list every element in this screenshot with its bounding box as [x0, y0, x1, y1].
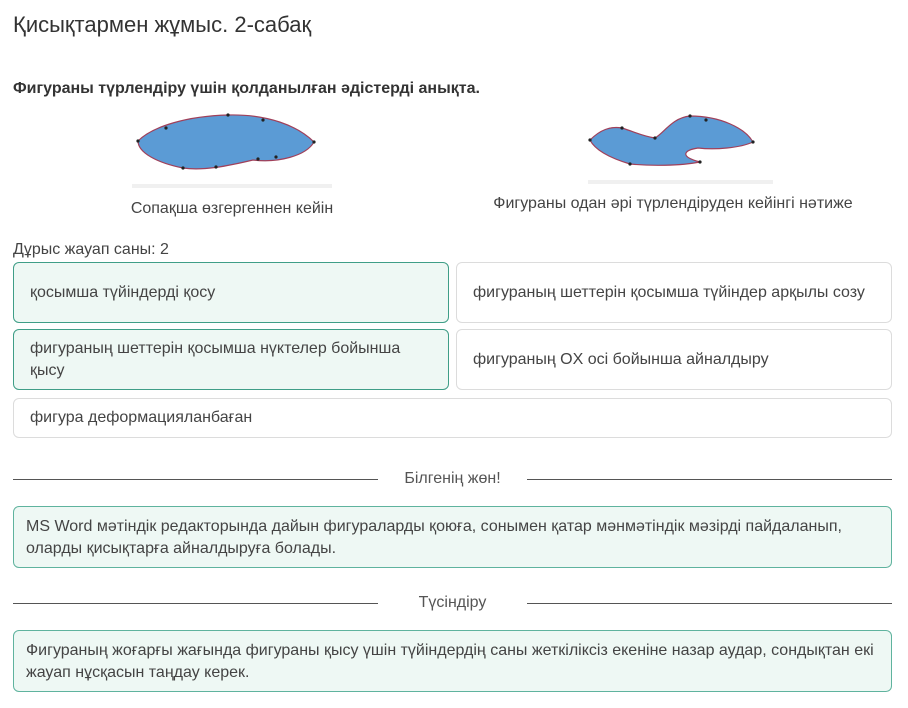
did-you-know-heading: Білгенің жөн! [404, 470, 501, 487]
answer-option-add-nodes[interactable] [13, 262, 449, 323]
section-divider-left [13, 479, 378, 480]
answer-option-label: фигура деформацияланбаған [30, 409, 253, 426]
answer-option-compress-edges[interactable] [13, 329, 449, 390]
answer-option-stretch-edges[interactable] [456, 262, 892, 323]
answer-option-rotate-ox[interactable] [456, 329, 892, 390]
transformed-shape-figure [580, 108, 776, 188]
right-figure-caption: Фигураны одан әрі түрлендіруден кейінгі нәтиже [493, 195, 853, 212]
answer-option-not-deformed[interactable] [13, 398, 892, 438]
oval-shape-figure [128, 108, 338, 193]
section-divider-right [527, 479, 892, 480]
answer-option-label: қосымша түйіндерді қосу [30, 283, 216, 301]
left-figure-caption: Сопақша өзгергеннен кейін [130, 200, 334, 217]
explanation-text: Фигураның жоғарғы жағында фигураны қысу үшін түйіндердің саны жеткіліксіз екеніне назар аудар, сондықтан екі жауап нұсқасын таңдау керек. [26, 642, 874, 681]
page-title: Қисықтармен жұмыс. 2-сабақ [13, 12, 312, 37]
answer-option-label: фигураның шеттерін қосымша түйіндер арқылы созу [473, 283, 865, 301]
did-you-know-box [13, 506, 892, 568]
did-you-know-text: MS Word мәтіндік редакторында дайын фигураларды қоюға, сонымен қатар мәнмәтіндік мәзірді пайдаланып, оларды қисықтарға айналдыруға болады. [26, 518, 842, 557]
section-divider-left [13, 603, 378, 604]
figure-base-shadow [132, 184, 332, 188]
explanation-heading: Түсіндіру [418, 594, 487, 611]
answer-option-label: фигураның шеттерін қосымша нүктелер бойынша қысу [30, 339, 401, 379]
answer-option-label: фигураның OX осі бойынша айналдыру [473, 350, 769, 368]
explanation-box [13, 630, 892, 692]
figure-base-shadow [588, 180, 773, 184]
section-divider-right [527, 603, 892, 604]
question-text: Фигураны түрлендіру үшін қолданылған әдістерді анықта. [13, 80, 480, 97]
correct-answer-count: Дұрыс жауап саны: 2 [13, 241, 169, 258]
